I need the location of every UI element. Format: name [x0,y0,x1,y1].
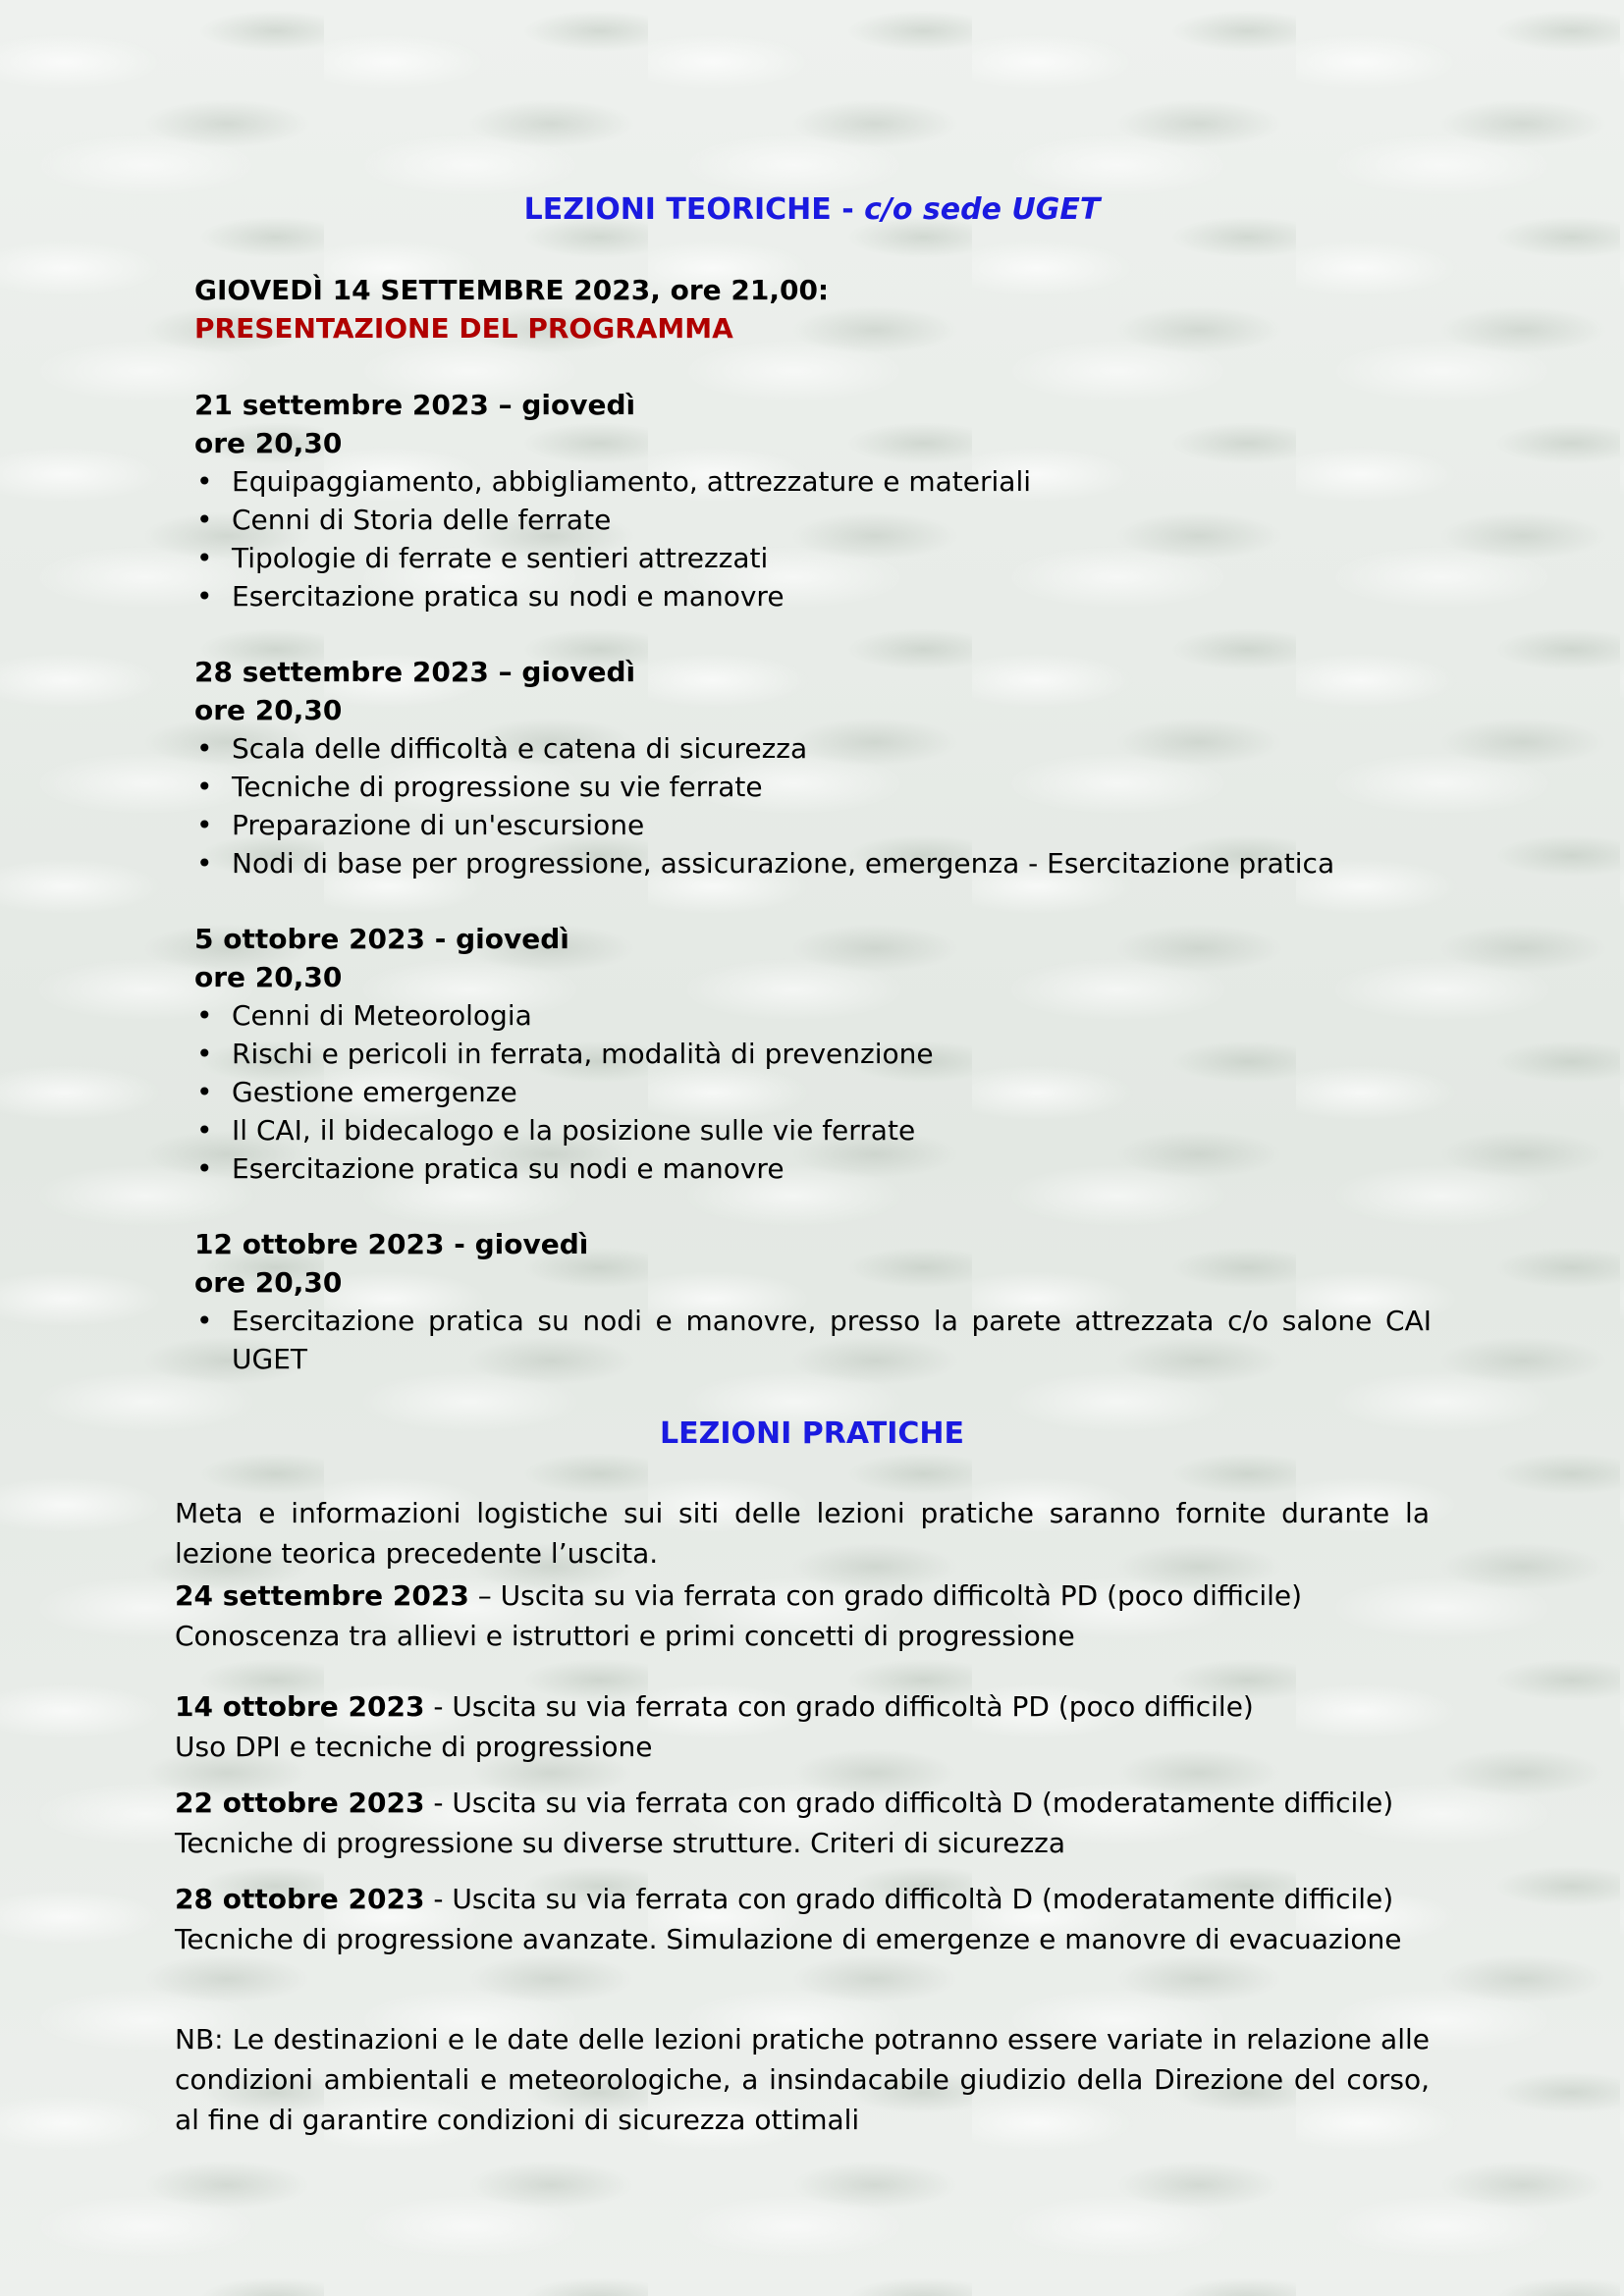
topic-text: Il CAI, il bidecalogo e la posizione sulle vie ferrate [232,1114,916,1147]
outing-block [175,1686,1430,1767]
outing-detail: Uso DPI e tecniche di progressione [175,1731,653,1763]
lesson-time: ore 20,30 [194,694,343,726]
topic-text: Cenni di Meteorologia [232,999,532,1032]
bullet-icon: • [196,1114,213,1147]
outing-line [175,1686,1430,1727]
bullet-icon: • [196,504,213,536]
practice-title: LEZIONI PRATICHE [660,1416,964,1451]
lesson-topics [194,1302,1432,1378]
practice-intro-text: Meta e informazioni logistiche sui siti delle lezioni pratiche saranno fornite durante la lezione teorica precedente l’uscita. [175,1497,1430,1570]
lesson-block [194,1225,1432,1378]
outing-block [175,1879,1430,1959]
topic-text: Tecniche di progressione su vie ferrate [232,771,763,803]
list-item [194,844,1432,882]
topic-text: Esercitazione pratica su nodi e manovre [232,1152,785,1185]
lesson-block [194,920,1432,1188]
theory-title-main: LEZIONI TEORICHE - [523,192,865,227]
bullet-icon: • [196,847,213,880]
outing-desc: - Uscita su via ferrata con grado difficoltà PD (poco difficile) [424,1690,1254,1723]
presentation-date: GIOVEDÌ 14 SETTEMBRE 2023, ore 21,00: [194,274,830,306]
list-item [194,501,1432,539]
outing-line [175,1575,1430,1616]
outing-date: 22 ottobre 2023 [175,1787,425,1819]
topic-text: Cenni di Storia delle ferrate [232,504,612,536]
lesson-block [194,653,1432,882]
outing-desc: - Uscita su via ferrata con grado difficoltà D (moderatamente difficile) [424,1787,1394,1819]
outing-detail: Tecniche di progressione avanzate. Simulazione di emergenze e manovre di evacuazione [175,1923,1402,1955]
bullet-icon: • [196,732,213,765]
outing-date: 14 ottobre 2023 [175,1690,425,1723]
list-item [194,1073,1432,1111]
outing-detail: Tecniche di progressione su diverse strutture. Criteri di sicurezza [175,1827,1066,1859]
topic-text: Preparazione di un'escursione [232,809,645,841]
lesson-topics [194,729,1432,882]
lesson-time: ore 20,30 [194,961,343,993]
practice-intro [175,1493,1430,1574]
lesson-date: 5 ottobre 2023 - giovedì [194,923,569,955]
list-item [194,539,1432,577]
bullet-icon: • [196,771,213,803]
list-item [194,806,1432,844]
presentation-label: PRESENTAZIONE DEL PROGRAMMA [194,312,733,345]
outing-detail: Conoscenza tra allievi e istruttori e primi concetti di progressione [175,1620,1075,1652]
list-item [194,1035,1432,1073]
note-block [175,2019,1430,2140]
lesson-time: ore 20,30 [194,1266,343,1299]
bullet-icon: • [196,809,213,841]
bullet-icon: • [196,1152,213,1185]
lesson-date: 21 settembre 2023 – giovedì [194,389,636,421]
outing-date: 24 settembre 2023 [175,1579,469,1612]
list-item [194,1111,1432,1149]
list-item [194,768,1432,806]
list-item [194,462,1432,501]
outing-block [175,1783,1430,1863]
lesson-date: 12 ottobre 2023 - giovedì [194,1228,589,1260]
lesson-topics [194,996,1432,1188]
outing-desc: - Uscita su via ferrata con grado difficoltà D (moderatamente difficile) [424,1883,1394,1915]
bullet-icon: • [196,580,213,613]
presentation-block [194,271,1432,347]
bullet-icon: • [196,1076,213,1108]
theory-title-location: c/o sede UGET [864,192,1101,227]
bullet-icon: • [196,542,213,574]
theory-title [0,192,1624,227]
topic-text: Tipologie di ferrate e sentieri attrezzati [232,542,769,574]
outing-line [175,1783,1430,1823]
topic-text: Equipaggiamento, abbigliamento, attrezzature e materiali [232,465,1032,498]
outing-line [175,1879,1430,1919]
list-item [194,1302,1432,1378]
topic-text: Rischi e pericoli in ferrata, modalità di prevenzione [232,1038,934,1070]
outing-block [175,1575,1430,1656]
note-text: NB: Le destinazioni e le date delle lezioni pratiche potranno essere variate in relazione alle condizioni ambientali e meteorologiche, a insindacabile giudizio della Direzione del corso, al fine di garantire condizioni di sicurezza ottimali [175,2023,1430,2136]
lesson-time: ore 20,30 [194,427,343,459]
list-item [194,1149,1432,1188]
list-item [194,577,1432,615]
lesson-date: 28 settembre 2023 – giovedì [194,656,636,688]
topic-text: Esercitazione pratica su nodi e manovre, presso la parete attrezzata c/o salone CAI UGET [232,1305,1432,1375]
bullet-icon: • [196,1038,213,1070]
list-item [194,996,1432,1035]
bullet-icon: • [196,465,213,498]
bullet-icon: • [196,999,213,1032]
bullet-icon: • [196,1305,213,1337]
list-item [194,729,1432,768]
topic-text: Scala delle difficoltà e catena di sicurezza [232,732,808,765]
topic-text: Gestione emergenze [232,1076,517,1108]
topic-text: Nodi di base per progressione, assicurazione, emergenza - Esercitazione pratica [232,847,1335,880]
lesson-block [194,386,1432,615]
outing-desc: – Uscita su via ferrata con grado difficoltà PD (poco difficile) [468,1579,1303,1612]
outing-date: 28 ottobre 2023 [175,1883,425,1915]
topic-text: Esercitazione pratica su nodi e manovre [232,580,785,613]
lesson-topics [194,462,1432,615]
